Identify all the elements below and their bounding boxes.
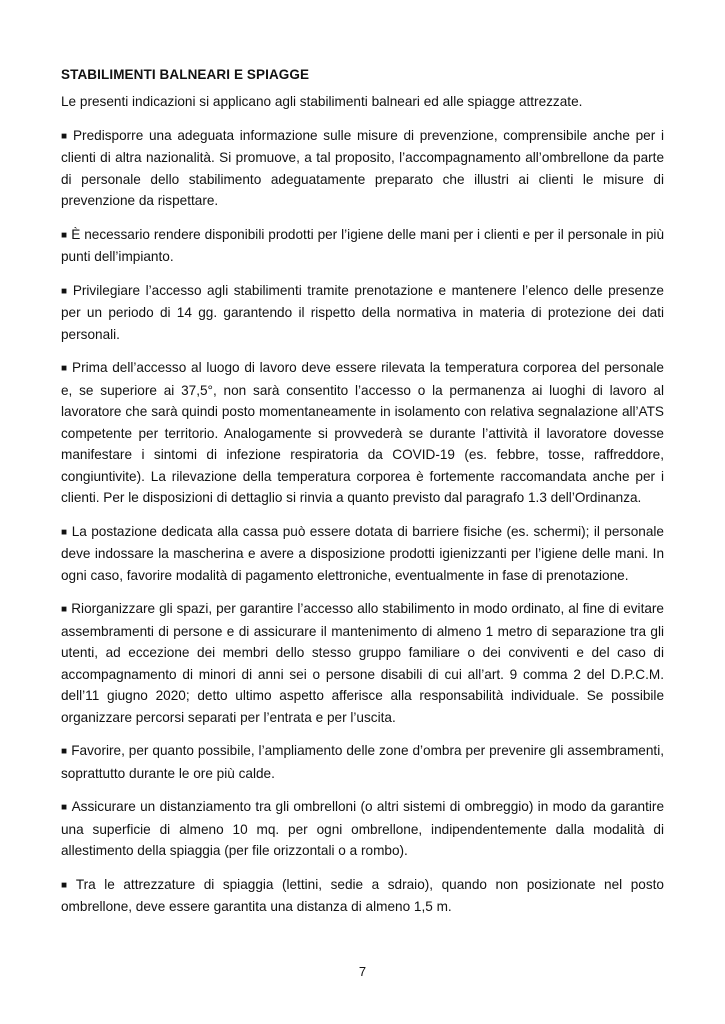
bullet-item-3 bbox=[61, 280, 664, 346]
bullet-item-9 bbox=[61, 874, 664, 918]
bullet-text: Predisporre una adeguata informazione sulle misure di prevenzione, comprensibile anche per i clienti di altra nazionalità. Si promuove, a tal proposito, l’accompagnamento all’ombrellone da parte di personale dello stabilimento adeguatamente preparato che illustri ai clienti le misure di prevenzione da rispettare. bbox=[61, 127, 665, 208]
bullet-text: È necessario rendere disponibili prodotti per l’igiene delle mani per i clienti e per il personale in più punti dell’impianto. bbox=[61, 226, 664, 264]
square-bullet-icon: ■ bbox=[61, 285, 69, 297]
intro-paragraph: Le presenti indicazioni si applicano agli stabilimenti balneari ed alle spiagge attrezzate. bbox=[61, 94, 583, 109]
square-bullet-icon: ■ bbox=[61, 879, 72, 891]
bullet-item-2 bbox=[61, 224, 664, 268]
section-title: STABILIMENTI BALNEARI E SPIAGGE bbox=[61, 67, 310, 82]
square-bullet-icon: ■ bbox=[61, 802, 68, 813]
bullet-item-5 bbox=[61, 521, 664, 587]
document-page bbox=[61, 64, 664, 930]
square-bullet-icon: ■ bbox=[61, 526, 68, 538]
bullet-text: Prima dell’accesso al luogo di lavoro deve essere rilevata la temperatura corporea del personale e, se superiore ai 37,5°, non sarà consentito l’accesso o la permanenza ai luoghi di lavoro al lavoratore che sarà quindi posto momentaneamente in isolamento con relativa segnalazione all’ATS competente per territorio. Analogamente si provvederà se durante l’attività il lavoratore dovesse manifestare i sintomi di infezione respiratoria da COVID-19 (es. febbre, tosse, raffreddore, congiuntivite). La rilevazione della temperatura corporea è fortemente raccomandata anche per i clienti. Per le disposizioni di dettaglio si rinvia a quanto previsto dal paragrafo 1.3 dell’Ordinanza. bbox=[61, 360, 664, 505]
bullet-text: Privilegiare l’accesso agli stabilimenti tramite prenotazione e mantenere l’elenco delle presenze per un periodo di 14 gg. garantendo il rispetto della normativa in materia di protezione dei dati personali. bbox=[61, 282, 664, 342]
bullet-item-8 bbox=[61, 796, 664, 862]
bullet-item-7 bbox=[61, 740, 664, 784]
bullet-text: La postazione dedicata alla cassa può essere dotata di barriere fisiche (es. schermi); il personale deve indossare la mascherina e avere a disposizione prodotti igienizzanti per l’igiene delle mani. In ogni caso, favorire modalità di pagamento elettroniche, eventualmente in fase di prenotazione. bbox=[61, 523, 664, 583]
square-bullet-icon: ■ bbox=[61, 604, 68, 615]
bullet-text: Riorganizzare gli spazi, per garantire l’accesso allo stabilimento in modo ordinato, al fine di evitare assembramenti di persone e di assicurare il mantenimento di almeno 1 metro di separazione tra gli utenti, ad eccezione dei membri dello stesso gruppo familiare o dei conviventi e del caso di accompagnamento di minori di anni sei o persone disabili di cui all’art. 9 comma 2 del D.P.C.M. dell’11 giugno 2020; detto ultimo aspetto afferisce alla responsabilità individuale. Se possibile organizzare percorsi separati per l’entrata e per l’uscita. bbox=[61, 601, 664, 725]
bullet-text: Favorire, per quanto possibile, l’ampliamento delle zone d’ombra per prevenire gli assembramenti, soprattutto durante le ore più calde. bbox=[61, 743, 664, 781]
bullet-text: Assicurare un distanziamento tra gli ombrelloni (o altri sistemi di ombreggio) in modo da garantire una superficie di almeno 10 mq. per ogni ombrellone, indipendentemente dalla modalità di allestimento della spiaggia (per file orizzontali o a rombo). bbox=[61, 799, 665, 858]
square-bullet-icon: ■ bbox=[61, 130, 69, 142]
bullet-item-4 bbox=[61, 357, 664, 509]
square-bullet-icon: ■ bbox=[61, 746, 68, 757]
square-bullet-icon: ■ bbox=[61, 363, 68, 374]
bullet-text: Tra le attrezzature di spiaggia (lettini, sedie a sdraio), quando non posizionate nel posto ombrellone, deve essere garantita una distanza di almeno 1,5 m. bbox=[61, 876, 664, 914]
bullet-item-6 bbox=[61, 598, 664, 728]
bullet-item-1 bbox=[61, 125, 664, 212]
square-bullet-icon: ■ bbox=[61, 229, 68, 241]
page-number: 7 bbox=[358, 964, 367, 979]
